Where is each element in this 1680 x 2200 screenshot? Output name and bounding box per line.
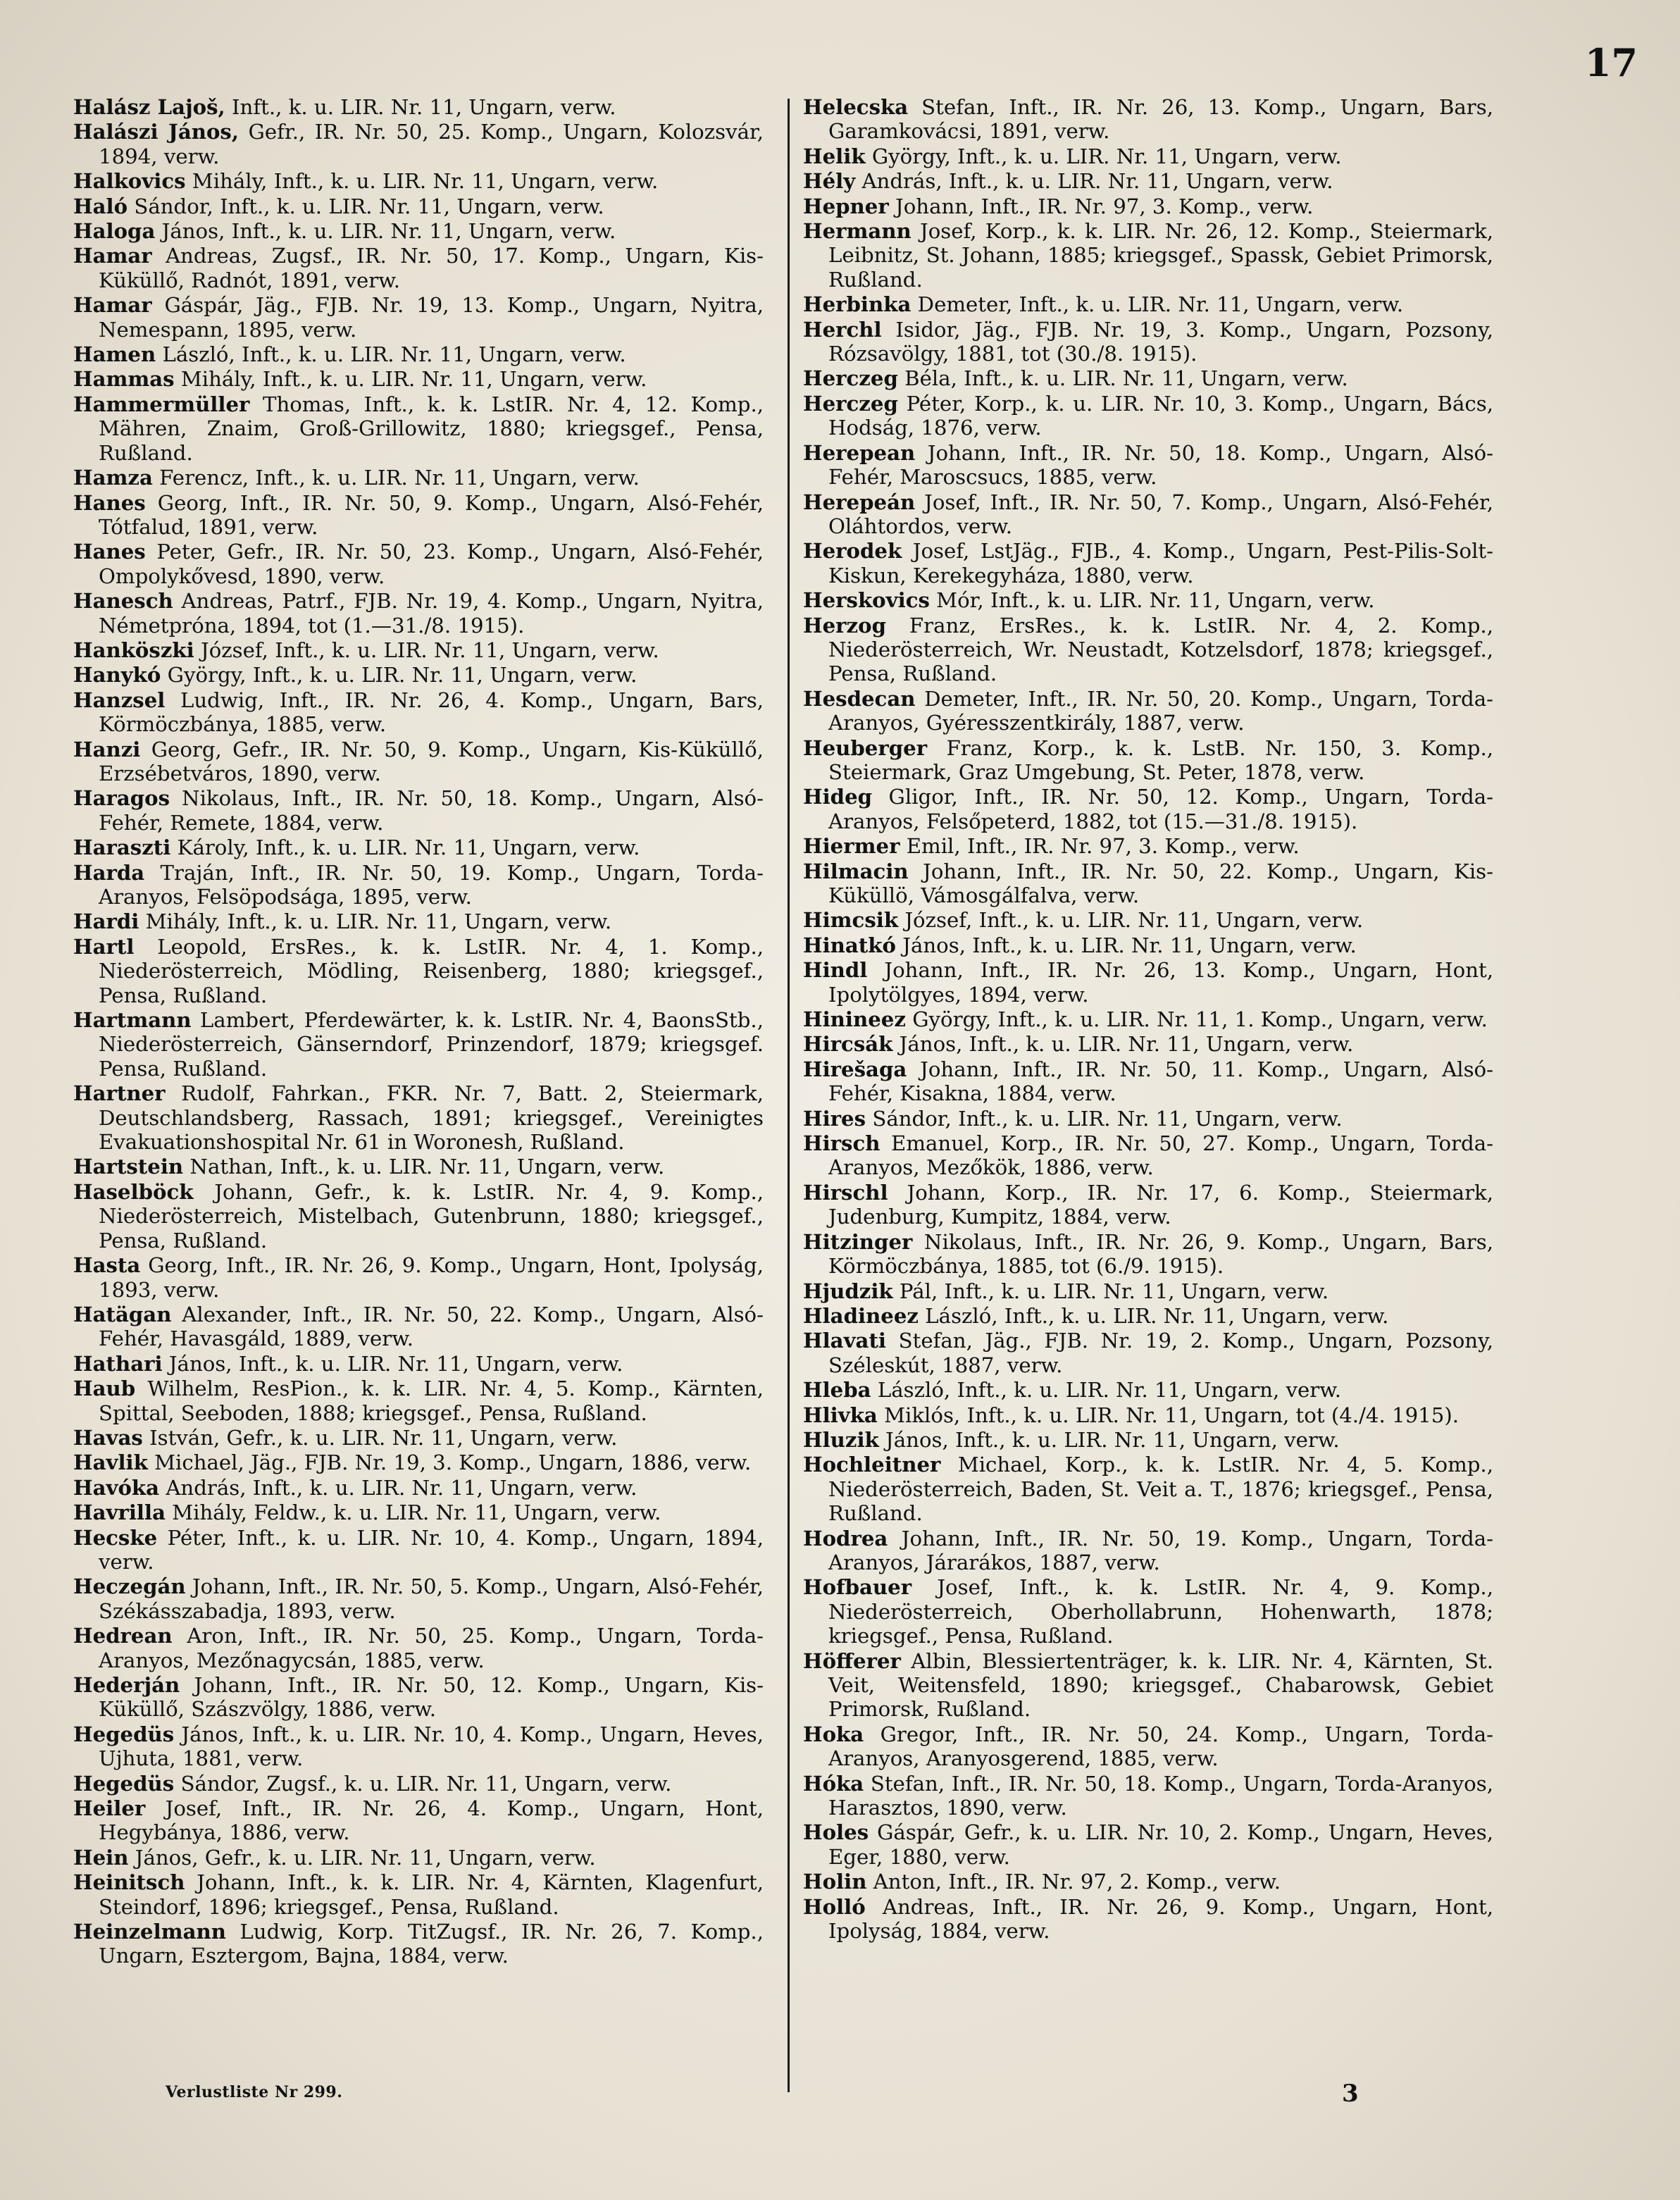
entry-surname: Hanykó [73, 663, 161, 688]
entry-details: András, Inft., k. u. LIR. Nr. 11, Ungarn, verw. [159, 1475, 637, 1500]
entry-surname: Heiler [73, 1796, 146, 1821]
list-entry [73, 1920, 764, 1968]
entry-surname: Herskovics [803, 588, 930, 613]
entry-surname: Holes [803, 1820, 869, 1845]
entry-surname: Hluzik [803, 1427, 879, 1452]
entry-surname: Hanzsel [73, 688, 166, 712]
list-entry [73, 1772, 764, 1796]
entry-surname: Helecska [803, 95, 909, 119]
list-entry [73, 1624, 764, 1672]
entry-surname: Harda [73, 860, 145, 885]
list-entry [73, 663, 764, 687]
list-entry [73, 688, 764, 737]
entry-surname: Haraszti [73, 835, 171, 860]
entry-surname: Hideg [803, 785, 873, 809]
entry-details: Pál, Inft., k. u. LIR. Nr. 11, Ungarn, verw. [892, 1279, 1329, 1303]
entry-surname: Hleba [803, 1378, 871, 1403]
entry-details: Aron, Inft., IR. Nr. 50, 25. Komp., Ungarn, Torda-Aranyos, Mezőnagycsán, 1885, verw. [99, 1624, 764, 1672]
list-entry [803, 95, 1493, 144]
entry-surname: Haselböck [73, 1179, 194, 1204]
list-entry [73, 1526, 764, 1574]
entry-details: Michael, Korp., k. k. LstIR. Nr. 4, 5. Komp., Niederösterreich, Baden, St. Veit a. T., 1876; kriegsgef., Pensa, Rußland. [828, 1453, 1493, 1526]
entry-details: György, Inft., k. u. LIR. Nr. 11, 1. Komp., Ungarn, verw. [905, 1007, 1488, 1032]
entry-surname: Hodrea [803, 1526, 888, 1550]
list-entry [73, 1870, 764, 1919]
list-entry [803, 1378, 1493, 1402]
list-entry [73, 1673, 764, 1722]
list-entry [803, 1181, 1493, 1229]
list-entry [73, 1352, 764, 1376]
entry-details: Andreas, Inft., IR. Nr. 26, 9. Komp., Ungarn, Hont, Ipolyság, 1884, verw. [828, 1894, 1493, 1944]
list-entry [73, 786, 764, 835]
entry-surname: Hoka [803, 1722, 864, 1746]
entry-surname: Hiermer [803, 834, 900, 859]
entry-details: Johann, Inft., k. k. LIR. Nr. 4, Kärnten, Klagenfurt, Steindorf, 1896; kriegsgef., Pensa, Rußland. [99, 1870, 764, 1919]
list-entry [73, 1155, 764, 1179]
entry-details: Mór, Inft., k. u. LIR. Nr. 11, Ungarn, verw. [929, 588, 1375, 613]
footer-list-number: Verlustliste Nr 299. [166, 2083, 343, 2101]
list-entry [73, 935, 764, 1007]
entry-surname: Herodek [803, 539, 902, 564]
entry-details: Gregor, Inft., IR. Nr. 50, 24. Komp., Ungarn, Torda-Aranyos, Aranyosgerend, 1885, verw. [828, 1722, 1493, 1771]
entry-details: Johann, Inft., IR. Nr. 50, 19. Komp., Ungarn, Torda-Aranyos, Járarákos, 1887, verw. [828, 1526, 1493, 1574]
entry-details: Mihály, Inft., k. u. LIR. Nr. 11, Ungarn, verw. [185, 169, 659, 194]
entry-surname: Himcsik [803, 908, 899, 933]
entry-details: Johann, Inft., IR. Nr. 50, 22. Komp., Ungarn, Kis-Küküllö, Vámosgálfalva, verw. [828, 859, 1493, 907]
entry-surname: Hedrean [73, 1624, 173, 1648]
entry-details: Nikolaus, Inft., IR. Nr. 50, 18. Komp., Ungarn, Alsó-Fehér, Remete, 1884, verw. [99, 786, 764, 835]
entry-details: János, Inft., k. u. LIR. Nr. 11, Ungarn, verw. [155, 219, 616, 244]
entry-surname: Hepner [803, 194, 889, 218]
list-entry [73, 1008, 764, 1081]
entry-surname: Hires [803, 1106, 866, 1131]
list-entry [73, 589, 764, 638]
entry-surname: Heuberger [803, 735, 928, 760]
entry-details: Josef, Inft., IR. Nr. 50, 7. Komp., Ungarn, Alsó-Fehér, Oláhtordos, verw. [828, 490, 1493, 538]
list-entry [803, 1527, 1493, 1575]
entry-details: Johann, Inft., IR. Nr. 50, 12. Komp., Ungarn, Kis-Küküllő, Szászvölgy, 1886, verw. [99, 1673, 764, 1722]
list-entry [803, 1649, 1493, 1722]
left-column [73, 95, 764, 1969]
entry-details: Béla, Inft., k. u. LIR. Nr. 11, Ungarn, verw. [897, 366, 1348, 391]
list-entry [73, 1180, 764, 1253]
list-entry [73, 835, 764, 859]
entry-details: Franz, ErsRes., k. k. LstIR. Nr. 4, 2. Komp., Niederösterreich, Wr. Neustadt, Kotzelsdorf, 1878; kriegsgef., Pensa, Rußland. [828, 613, 1493, 686]
entry-surname: Havrilla [73, 1500, 166, 1525]
list-entry [803, 1107, 1493, 1131]
entry-details: Georg, Inft., IR. Nr. 50, 9. Komp., Ungarn, Alsó-Fehér, Tótfalud, 1891, verw. [99, 490, 764, 539]
entry-details: Traján, Inft., IR. Nr. 50, 19. Komp., Ungarn, Torda-Aranyos, Felsöpodsága, 1895, verw. [99, 860, 764, 909]
entry-surname: Herchl [803, 317, 882, 342]
list-entry [803, 392, 1493, 440]
list-entry [73, 1500, 764, 1524]
entry-details: Johann, Inft., IR. Nr. 50, 18. Komp., Ungarn, Alsó-Fehér, Maroscsucs, 1885, verw. [828, 440, 1493, 490]
entry-surname: Herzog [803, 613, 886, 638]
entry-surname: Hlivka [803, 1403, 878, 1427]
entry-surname: Hinineez [803, 1007, 906, 1032]
entry-surname: Haloga [73, 219, 156, 244]
entry-details: Wilhelm, ResPion., k. k. LIR. Nr. 4, 5. Komp., Kärnten, Spittal, Seeboden, 1888; kriegsgef., Pensa, Rußland. [99, 1376, 764, 1425]
list-entry [803, 1032, 1493, 1056]
entry-surname: Haragos [73, 786, 170, 811]
entry-details: Miklós, Inft., k. u. LIR. Nr. 11, Ungarn, tot (4./4. 1915). [877, 1403, 1459, 1427]
list-entry [803, 169, 1493, 193]
entry-surname: Hartl [73, 934, 135, 959]
entry-details: Nathan, Inft., k. u. LIR. Nr. 11, Ungarn, verw. [183, 1155, 665, 1179]
list-entry [803, 1279, 1493, 1303]
entry-details: Albin, Blessiertenträger, k. k. LIR. Nr. 4, Kärnten, St. Veit, Weitensfeld, 1890; kriegsgef., Chabarowsk, Gebiet Primorsk, Rußland. [828, 1648, 1493, 1722]
entry-details: Péter, Korp., k. u. LIR. Nr. 10, 3. Komp., Ungarn, Bács, Hodság, 1876, verw. [828, 391, 1493, 440]
list-entry [803, 1230, 1493, 1279]
entry-surname: Hartstein [73, 1155, 184, 1179]
entry-surname: Hecske [73, 1525, 158, 1550]
list-entry [73, 1846, 764, 1870]
entry-surname: Hermann [803, 219, 911, 244]
entry-surname: Hamen [73, 342, 156, 367]
list-entry [73, 491, 764, 540]
entry-surname: Hamza [73, 466, 153, 490]
list-entry [73, 169, 764, 193]
entry-surname: Hirschl [803, 1180, 888, 1205]
entry-surname: Hirešaga [803, 1057, 907, 1081]
list-entry [803, 1772, 1493, 1820]
entry-surname: Havas [73, 1425, 143, 1450]
list-entry [803, 1329, 1493, 1377]
entry-details: Stefan, Jäg., FJB. Nr. 19, 2. Komp., Ungarn, Pozsony, Széleskút, 1887, verw. [828, 1329, 1493, 1377]
entry-surname: Heinzelmann [73, 1920, 226, 1944]
list-entry [803, 292, 1493, 316]
entry-details: Demeter, Inft., IR. Nr. 50, 20. Komp., Ungarn, Torda-Aranyos, Gyéresszentkirály, 1887, verw. [828, 686, 1493, 735]
list-entry [803, 144, 1493, 168]
entry-surname: Hartner [73, 1081, 166, 1106]
entry-details: Gefr., IR. Nr. 50, 25. Komp., Ungarn, Kolozsvár, 1894, verw. [99, 120, 764, 168]
entry-surname: Hlavati [803, 1329, 887, 1353]
entry-surname: Holló [803, 1894, 866, 1919]
entry-surname: Halkovics [73, 169, 186, 194]
entry-details: Ludwig, Korp. TitZugsf., IR. Nr. 26, 7. Komp., Ungarn, Esztergom, Bajna, 1884, verw. [99, 1920, 764, 1968]
list-entry [73, 1796, 764, 1845]
entry-details: Alexander, Inft., IR. Nr. 50, 22. Komp., Ungarn, Alsó-Fehér, Havasgáld, 1889, verw. [99, 1302, 764, 1351]
entry-details: Johann, Inft., IR. Nr. 50, 5. Komp., Ungarn, Alsó-Fehér, Székásszabadja, 1893, verw. [99, 1574, 764, 1623]
entry-surname: Hofbauer [803, 1575, 912, 1600]
entry-surname: Hochleitner [803, 1453, 941, 1477]
list-entry [803, 219, 1493, 292]
list-entry [803, 1722, 1493, 1771]
list-entry [73, 1574, 764, 1623]
list-entry [73, 1476, 764, 1500]
list-entry [803, 859, 1493, 908]
entry-surname: Herbinka [803, 292, 911, 317]
list-entry [73, 392, 764, 465]
list-entry [803, 1575, 1493, 1648]
entry-details: Károly, Inft., k. u. LIR. Nr. 11, Ungarn, verw. [170, 835, 640, 860]
entry-surname: Hircsák [803, 1032, 893, 1057]
entry-details: Andreas, Zugsf., IR. Nr. 50, 17. Komp., Ungarn, Kis-Küküllő, Radnót, 1891, verw. [99, 244, 764, 292]
entry-surname: Hamar [73, 293, 152, 318]
entry-details: Johann, Inft., IR. Nr. 50, 11. Komp., Ungarn, Alsó-Fehér, Kisakna, 1884, verw. [828, 1057, 1493, 1106]
entry-surname: Hóka [803, 1771, 864, 1796]
list-entry [73, 1426, 764, 1450]
list-entry [73, 1376, 764, 1425]
entry-details: Mihály, Inft., k. u. LIR. Nr. 11, Ungarn, verw. [174, 367, 647, 392]
entry-details: Johann, Gefr., k. k. LstIR. Nr. 4, 9. Komp., Niederösterreich, Mistelbach, Gutenbrunn, 1880; kriegsgef., Pensa, Rußland. [99, 1179, 764, 1253]
entry-details: Ludwig, Inft., IR. Nr. 26, 4. Komp., Ungarn, Bars, Körmöczbánya, 1885, verw. [99, 688, 764, 737]
entry-details: István, Gefr., k. u. LIR. Nr. 11, Ungarn, verw. [142, 1425, 618, 1450]
entry-details: Georg, Inft., IR. Nr. 26, 9. Komp., Ungarn, Hont, Ipolyság, 1893, verw. [99, 1253, 764, 1302]
list-entry [803, 958, 1493, 1007]
entry-surname: Herepeán [803, 490, 916, 514]
entry-details: Gáspár, Gefr., k. u. LIR. Nr. 10, 2. Komp., Ungarn, Heves, Eger, 1880, verw. [828, 1820, 1493, 1869]
entry-surname: Holin [803, 1870, 867, 1894]
entry-details: László, Inft., k. u. LIR. Nr. 11, Ungarn, verw. [871, 1378, 1342, 1403]
entry-surname: Hirsch [803, 1131, 881, 1156]
list-entry [73, 95, 764, 119]
entry-details: Sándor, Zugsf., k. u. LIR. Nr. 11, Ungarn, verw. [174, 1771, 672, 1796]
entry-surname: Hanesch [73, 589, 173, 614]
entry-details: Johann, Inft., IR. Nr. 26, 13. Komp., Ungarn, Hont, Ipolytölgyes, 1894, verw. [828, 958, 1493, 1007]
entry-details: Gligor, Inft., IR. Nr. 50, 12. Komp., Ungarn, Torda-Aranyos, Felsőpeterd, 1882, tot (15.—31./8. 1915). [828, 785, 1493, 833]
entry-surname: Hilmacin [803, 859, 909, 883]
entry-details: Georg, Gefr., IR. Nr. 50, 9. Komp., Ungarn, Kis-Küküllő, Erzsébetváros, 1890, verw. [99, 737, 764, 785]
entry-details: Gáspár, Jäg., FJB. Nr. 19, 13. Komp., Ungarn, Nyitra, Nemespann, 1895, verw. [99, 293, 764, 342]
entry-surname: Hasta [73, 1253, 141, 1278]
list-entry [73, 219, 764, 243]
list-entry [73, 293, 764, 342]
entry-details: Anton, Inft., IR. Nr. 97, 2. Komp., verw. [866, 1870, 1281, 1894]
entry-surname: Hammermüller [73, 392, 250, 416]
list-entry [803, 1007, 1493, 1031]
page-number: 17 [1584, 40, 1638, 85]
list-entry [803, 687, 1493, 735]
right-column [803, 95, 1493, 1944]
list-entry [73, 466, 764, 490]
list-entry [73, 120, 764, 168]
list-entry [73, 1081, 764, 1154]
entry-details: Inft., k. u. LIR. Nr. 11, Ungarn, verw. [225, 95, 616, 119]
list-entry [73, 738, 764, 786]
list-entry [803, 933, 1493, 957]
entry-surname: Hederján [73, 1673, 180, 1697]
entry-surname: Hitzinger [803, 1229, 913, 1254]
entry-details: Josef, LstJäg., FJB., 4. Komp., Ungarn, Pest-Pilis-Solt-Kiskun, Kerekegyháza, 1880, verw. [828, 539, 1493, 588]
list-entry [803, 614, 1493, 686]
entry-surname: Hély [803, 169, 856, 194]
entry-details: Johann, Korp., IR. Nr. 17, 6. Komp., Steiermark, Judenburg, Kumpitz, 1884, verw. [828, 1180, 1493, 1229]
entry-details: András, Inft., k. u. LIR. Nr. 11, Ungarn, verw. [855, 169, 1333, 194]
entry-details: Péter, Inft., k. u. LIR. Nr. 10, 4. Komp., Ungarn, 1894, verw. [99, 1525, 764, 1574]
entry-details: Ferencz, Inft., k. u. LIR. Nr. 11, Ungarn, verw. [152, 466, 640, 490]
entry-details: Isidor, Jäg., FJB. Nr. 19, 3. Komp., Ungarn, Pozsony, Rózsavölgy, 1881, tot (30./8. 1915). [828, 317, 1493, 366]
entry-details: Josef, Inft., IR. Nr. 26, 4. Komp., Ungarn, Hont, Hegybánya, 1886, verw. [99, 1796, 764, 1845]
entry-surname: Halászi János, [73, 120, 239, 144]
entry-details: Stefan, Inft., IR. Nr. 26, 13. Komp., Ungarn, Bars, Garamkovácsi, 1891, verw. [828, 95, 1493, 144]
entry-details: Leopold, ErsRes., k. k. LstIR. Nr. 4, 1. Komp., Niederösterreich, Mödling, Reisenberg, 1880; kriegsgef., Pensa, Rußland. [99, 934, 764, 1007]
list-entry [803, 736, 1493, 785]
entry-details: József, Inft., k. u. LIR. Nr. 11, Ungarn, verw. [194, 638, 659, 662]
list-entry [803, 1895, 1493, 1944]
list-entry [803, 441, 1493, 490]
entry-surname: Herepean [803, 440, 916, 465]
entry-details: János, Gefr., k. u. LIR. Nr. 11, Ungarn, verw. [128, 1845, 596, 1870]
entry-details: Sándor, Inft., k. u. LIR. Nr. 11, Ungarn, verw. [866, 1106, 1343, 1131]
entry-details: Peter, Gefr., IR. Nr. 50, 23. Komp., Ungarn, Alsó-Fehér, Ompolykővesd, 1890, verw. [99, 540, 764, 588]
list-entry [803, 1131, 1493, 1180]
entry-surname: Hamar [73, 244, 152, 268]
list-entry [803, 1304, 1493, 1328]
entry-details: László, Inft., k. u. LIR. Nr. 11, Ungarn, verw. [156, 342, 626, 367]
entry-surname: Hjudzik [803, 1279, 893, 1303]
entry-surname: Halász Lajoš, [73, 95, 225, 119]
entry-details: József, Inft., k. u. LIR. Nr. 11, Ungarn, verw. [898, 908, 1364, 933]
entry-details: Michael, Jäg., FJB. Nr. 19, 3. Komp., Ungarn, 1886, verw. [147, 1450, 752, 1475]
entry-surname: Hegedüs [73, 1722, 175, 1746]
list-entry [803, 1820, 1493, 1869]
list-entry [73, 1450, 764, 1474]
entry-details: Nikolaus, Inft., IR. Nr. 26, 9. Komp., Ungarn, Bars, Körmöczbánya, 1885, tot (6./9. 1915). [828, 1229, 1493, 1279]
entry-surname: Hathari [73, 1351, 163, 1376]
entry-details: János, Inft., k. u. LIR. Nr. 11, Ungarn, verw. [878, 1427, 1340, 1452]
entry-surname: Hanköszki [73, 638, 194, 662]
list-entry [803, 1870, 1493, 1894]
list-entry [803, 490, 1493, 539]
entry-surname: Havóka [73, 1475, 160, 1500]
entry-details: Stefan, Inft., IR. Nr. 50, 18. Komp., Ungarn, Torda-Aranyos, Harasztos, 1890, verw. [828, 1771, 1493, 1820]
entry-surname: Hein [73, 1845, 129, 1870]
entry-surname: Hesdecan [803, 686, 916, 711]
list-entry [73, 194, 764, 218]
entry-surname: Hindl [803, 958, 868, 983]
entry-surname: Hanzi [73, 737, 141, 762]
entry-surname: Höfferer [803, 1648, 901, 1673]
list-entry [73, 861, 764, 909]
entry-details: Johann, Inft., IR. Nr. 97, 3. Komp., verw. [888, 194, 1314, 218]
entry-details: Lambert, Pferdewärter, k. k. LstIR. Nr. 4, BaonsStb., Niederösterreich, Gänserndorf, Prinzendorf, 1879; kriegsgef. Pensa, Rußland. [99, 1008, 764, 1081]
list-entry [803, 194, 1493, 218]
list-entry [73, 342, 764, 366]
entry-details: Thomas, Inft., k. k. LstIR. Nr. 4, 12. Komp., Mähren, Znaim, Groß-Grillowitz, 1880; kriegsgef., Pensa, Rußland. [99, 392, 764, 465]
entry-surname: Hatägan [73, 1302, 172, 1326]
entry-details: Emanuel, Korp., IR. Nr. 50, 27. Komp., Ungarn, Torda-Aranyos, Mezőkök, 1886, verw. [828, 1131, 1493, 1180]
entry-surname: Herczeg [803, 366, 898, 391]
entry-surname: Haub [73, 1376, 136, 1401]
entry-details: János, Inft., k. u. LIR. Nr. 10, 4. Komp., Ungarn, Heves, Ujhuta, 1881, verw. [99, 1722, 764, 1771]
footer-sheet-number: 3 [1342, 2080, 1359, 2108]
entry-surname: Hladineez [803, 1303, 919, 1328]
entry-details: Mihály, Inft., k. u. LIR. Nr. 11, Ungarn, verw. [139, 909, 612, 934]
entry-surname: Hartmann [73, 1008, 192, 1033]
list-entry [803, 366, 1493, 390]
entry-details: Josef, Korp., k. k. LIR. Nr. 26, 12. Komp., Steiermark, Leibnitz, St. Johann, 1885; kriegsgef., Spassk, Gebiet Primorsk, Rußland. [828, 219, 1493, 292]
list-entry [73, 1303, 764, 1351]
entry-details: Andreas, Patrf., FJB. Nr. 19, 4. Komp., Ungarn, Nyitra, Németpróna, 1894, tot (1.—31./8. 1915). [99, 589, 764, 638]
entry-details: János, Inft., k. u. LIR. Nr. 11, Ungarn, verw. [892, 1032, 1354, 1057]
column-divider [788, 99, 790, 2092]
list-entry [73, 1722, 764, 1771]
entry-details: Demeter, Inft., k. u. LIR. Nr. 11, Ungarn, verw. [911, 292, 1404, 317]
list-entry [73, 367, 764, 391]
entry-details: György, Inft., k. u. LIR. Nr. 11, Ungarn, verw. [161, 663, 637, 688]
list-entry [73, 638, 764, 662]
entry-details: János, Inft., k. u. LIR. Nr. 11, Ungarn, verw. [895, 933, 1357, 957]
entry-surname: Haló [73, 194, 128, 218]
entry-surname: Herczeg [803, 391, 898, 416]
entry-surname: Heinitsch [73, 1870, 185, 1895]
list-entry [803, 1057, 1493, 1106]
entry-surname: Hanes [73, 540, 146, 564]
list-entry [803, 1428, 1493, 1452]
entry-details: Mihály, Feldw., k. u. LIR. Nr. 11, Ungarn, verw. [166, 1500, 661, 1525]
entry-details: Franz, Korp., k. k. LstB. Nr. 150, 3. Komp., Steiermark, Graz Umgebung, St. Peter, 1878, verw. [828, 735, 1493, 784]
entry-surname: Havlik [73, 1450, 148, 1475]
list-entry [803, 318, 1493, 366]
entry-surname: Heczegán [73, 1574, 186, 1599]
list-entry [803, 1453, 1493, 1525]
entry-surname: Hammas [73, 367, 175, 392]
list-entry [803, 834, 1493, 858]
entry-surname: Hardi [73, 909, 139, 934]
entry-surname: Helik [803, 144, 866, 168]
entry-details: Sándor, Inft., k. u. LIR. Nr. 11, Ungarn, verw. [127, 194, 604, 218]
entry-details: Josef, Inft., k. k. LstIR. Nr. 4, 9. Komp., Niederösterreich, Oberhollabrunn, Hohenwarth, 1878; kriegsgef., Pensa, Rußland. [828, 1575, 1493, 1648]
list-entry [73, 540, 764, 588]
list-entry [803, 908, 1493, 932]
entry-details: János, Inft., k. u. LIR. Nr. 11, Ungarn, verw. [162, 1351, 623, 1376]
list-entry [803, 785, 1493, 833]
list-entry [73, 244, 764, 292]
entry-details: Emil, Inft., IR. Nr. 97, 3. Komp., verw. [900, 834, 1300, 859]
list-entry [73, 909, 764, 933]
entry-details: György, Inft., k. u. LIR. Nr. 11, Ungarn, verw. [865, 144, 1342, 168]
entry-surname: Hegedüs [73, 1771, 175, 1796]
list-entry [803, 539, 1493, 588]
entry-details: László, Inft., k. u. LIR. Nr. 11, Ungarn, verw. [919, 1303, 1389, 1328]
list-entry [73, 1253, 764, 1302]
list-entry [803, 1403, 1493, 1427]
entry-surname: Hinatkó [803, 933, 896, 957]
entry-surname: Hanes [73, 490, 146, 515]
entry-details: Rudolf, Fahrkan., FKR. Nr. 7, Batt. 2, Steiermark, Deutschlandsberg, Rassach, 1891; kriegsgef., Vereinigtes Evakuationshospital Nr. 61 in Woronesh, Rußland. [99, 1081, 764, 1155]
list-entry [803, 588, 1493, 612]
